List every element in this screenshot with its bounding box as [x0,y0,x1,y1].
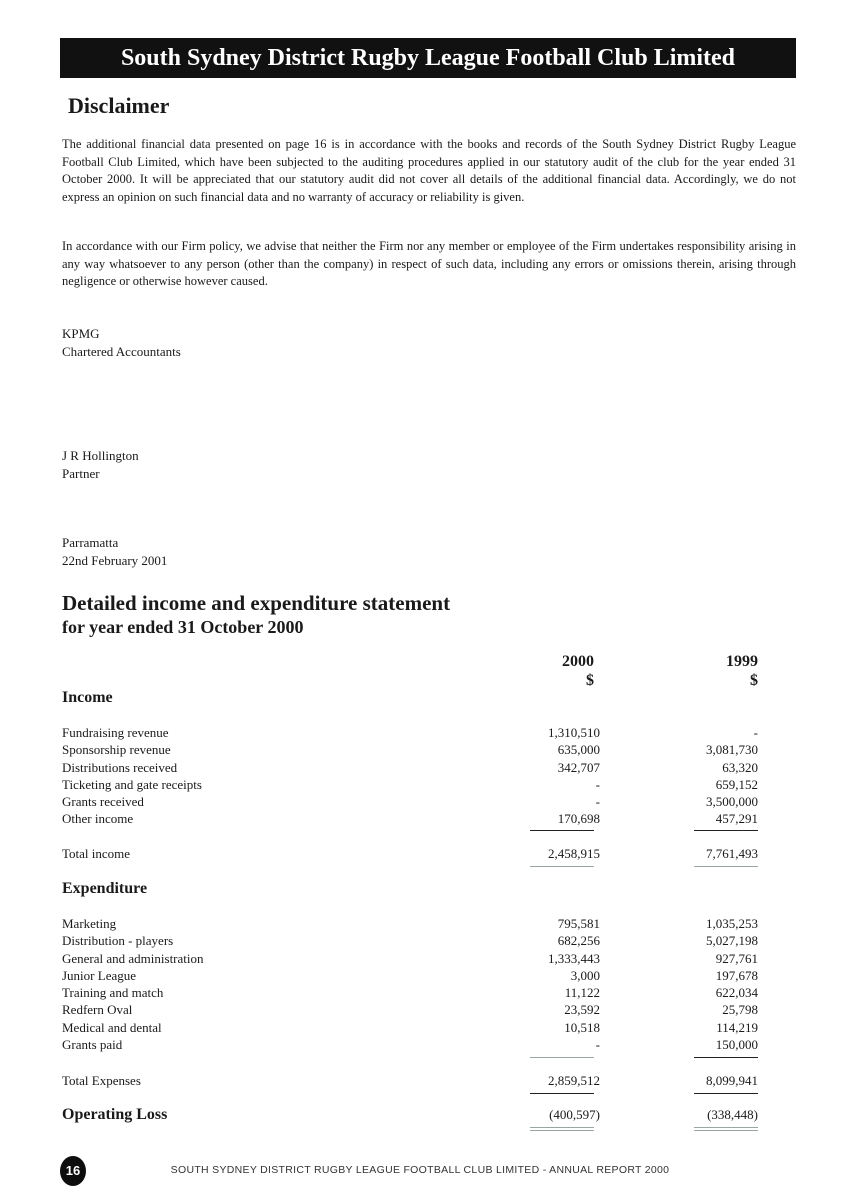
row-label: Medical and dental [62,1019,162,1035]
signing-place: Parramatta [62,535,119,550]
value-2000: 1,333,443 [548,950,600,966]
double-rule-2000-top [530,1127,594,1128]
total-income-row [62,844,762,864]
value-2000: 2,859,512 [548,1073,600,1088]
signatory-title: Partner [62,466,100,481]
double-rule-2000-bottom [530,1130,594,1131]
expenditure-heading: Expenditure [62,880,148,897]
auditor-firm-block [62,325,181,361]
row-label: Training and match [62,985,164,1001]
value-2000: 635,000 [557,742,600,758]
value-1999: 3,500,000 [706,794,758,810]
total-rule-2000 [530,1093,594,1094]
value-1999: 457,291 [715,811,758,827]
row-label: Marketing [62,916,117,931]
total-rule-1999 [694,1093,758,1094]
column-year: 2000 [562,653,594,670]
value-2000: 2,458,915 [548,846,600,861]
row-label: Sponsorship revenue [62,742,171,758]
column-header-1999 [658,652,758,690]
table-row [62,759,762,776]
value-2000: - [595,776,600,792]
table-row [62,793,762,810]
page-number-badge: 16 [60,1156,86,1186]
row-label: Fundraising revenue [62,725,169,740]
value-1999: 3,081,730 [706,742,758,758]
income-rows [62,724,762,828]
value-2000: 1,310,510 [548,725,600,740]
value-1999: 622,034 [715,985,758,1001]
table-row [62,724,762,741]
page-footer: SOUTH SYDNEY DISTRICT RUGBY LEAGUE FOOTBALL CLUB LIMITED - ANNUAL REPORT 2000 [170,1164,670,1176]
value-1999: 927,761 [715,950,758,966]
subtotal-rule-1999 [694,830,758,831]
value-2000: 682,256 [557,933,600,949]
value-1999: 659,152 [715,776,758,792]
value-1999: 8,099,941 [706,1073,758,1088]
value-1999: 5,027,198 [706,933,758,949]
table-row [62,950,762,967]
value-2000: (400,597) [549,1107,600,1122]
row-label: Distributions received [62,759,178,775]
disclaimer-paragraph-2: In accordance with our Firm policy, we advise that neither the Firm nor any member or employee of the Firm undertakes responsibility arising in any way whatsoever to any person (other than the company) in respect of such data, including any errors or omissions therein, arising through negligence or otherwise however caused. [62,239,796,288]
table-row [62,810,762,827]
total-rule-1999 [694,866,758,867]
table-row [62,967,762,984]
subtotal-rule-1999 [694,1057,758,1058]
signatory-block [62,447,139,483]
column-unit: $ [586,672,594,689]
row-label: Grants paid [62,1037,123,1053]
table-row [62,915,762,932]
value-1999: 63,320 [722,759,758,775]
signatory-name: J R Hollington [62,448,139,463]
value-1999: 1,035,253 [706,916,758,931]
column-header-2000 [494,652,594,690]
row-label: Redfern Oval [62,1002,133,1018]
row-label: Distribution - players [62,933,174,949]
double-rule-1999-top [694,1127,758,1128]
total-expenses-row [62,1071,762,1091]
row-label: Other income [62,811,134,827]
table-row [62,984,762,1001]
place-date-block [62,534,167,570]
expenditure-rows [62,915,762,1053]
value-2000: 10,518 [564,1019,600,1035]
value-2000: 11,122 [564,985,600,1001]
table-row [62,932,762,949]
value-1999: 114,219 [716,1019,758,1035]
table-row [62,741,762,758]
row-label: Ticketing and gate receipts [62,776,202,792]
total-rule-2000 [530,866,594,867]
statement-title: Detailed income and expenditure statement [62,591,451,615]
table-row [62,1036,762,1053]
table-row [62,776,762,793]
column-unit: $ [750,672,758,689]
value-1999: - [753,725,758,740]
column-year: 1999 [726,653,758,670]
firm-name: KPMG [62,326,100,341]
value-1999: (338,448) [707,1107,758,1122]
value-2000: 3,000 [570,967,600,983]
row-label: Grants received [62,794,144,810]
value-2000: 342,707 [557,759,600,775]
row-label: Junior League [62,967,137,983]
value-1999: 150,000 [715,1037,758,1053]
disclaimer-heading: Disclaimer [68,93,170,118]
row-label: Total income [62,846,131,861]
value-2000: - [595,794,600,810]
table-row [62,1001,762,1018]
value-2000: 795,581 [557,916,600,931]
value-1999: 25,798 [722,1002,758,1018]
value-2000: 170,698 [557,811,600,827]
double-rule-1999-bottom [694,1130,758,1131]
value-1999: 7,761,493 [706,846,758,861]
value-2000: - [595,1037,600,1053]
row-label: Operating Loss [62,1106,168,1123]
club-name-banner: South Sydney District Rugby League Football Club Limited [60,38,796,78]
operating-loss-row [62,1104,762,1126]
signing-date: 22nd February 2001 [62,553,168,568]
value-1999: 197,678 [715,967,758,983]
row-label: Total Expenses [62,1073,141,1088]
income-heading: Income [62,689,113,706]
row-label: General and administration [62,950,204,966]
table-row [62,1019,762,1036]
firm-description: Chartered Accountants [62,344,181,359]
subtotal-rule-2000 [530,830,594,831]
value-2000: 23,592 [564,1002,600,1018]
disclaimer-paragraph-1: The additional financial data presented on page 16 is in accordance with the books and records of the South Sydney District Rugby League Football Club Limited, which have been subjected to the auditing procedures applied in our statutory audit of the club for the year ended 31 October 2000. It will be appreciated that our statutory audit did not cover all details of the additional financial data. Accordingly, we do not express an opinion on such financial data and no warranty of accuracy or reliability is given. [62,137,796,204]
statement-subtitle: for year ended 31 October 2000 [62,617,304,637]
subtotal-rule-2000 [530,1057,594,1058]
